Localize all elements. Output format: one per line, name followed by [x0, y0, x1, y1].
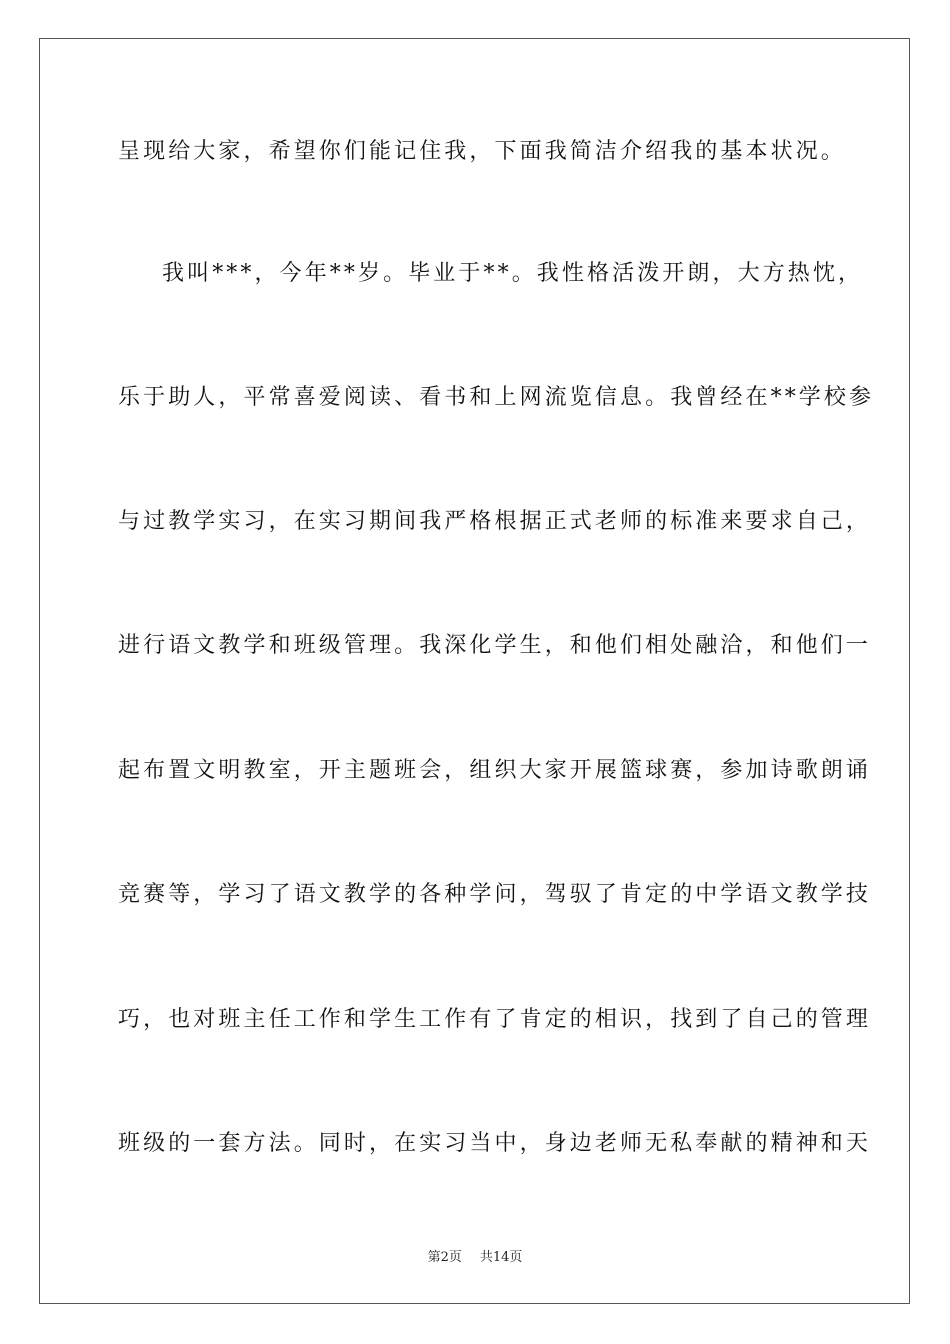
text-line-8: 巧，也对班主任工作和学生工作有了肯定的相识，找到了自己的管理 — [118, 1007, 872, 1032]
text-line-7: 竞赛等，学习了语文教学的各种学问，驾驭了肯定的中学语文教学技 — [118, 882, 872, 907]
text-line-4: 与过教学实习，在实习期间我严格根据正式老师的标准来要求自己， — [118, 509, 872, 534]
page-total: 共14页 — [479, 1250, 523, 1265]
text-line-1: 呈现给大家，希望你们能记住我，下面我简洁介绍我的基本状况。 — [118, 139, 846, 164]
page-number: 第2页 — [427, 1250, 462, 1265]
text-line-6: 起布置文明教室，开主题班会，组织大家开展篮球赛，参加诗歌朗诵 — [118, 758, 872, 783]
page-frame — [39, 38, 910, 1304]
text-line-3: 乐于助人，平常喜爱阅读、看书和上网流览信息。我曾经在**学校参 — [118, 385, 875, 410]
text-line-5: 进行语文教学和班级管理。我深化学生，和他们相处融洽，和他们一 — [118, 633, 872, 658]
text-line-2: 我叫***，今年**岁。毕业于**。我性格活泼开朗，大方热忱， — [162, 261, 864, 286]
text-line-9: 班级的一套方法。同时，在实习当中，身边老师无私奉献的精神和天 — [118, 1131, 872, 1156]
page-footer — [0, 1250, 950, 1266]
